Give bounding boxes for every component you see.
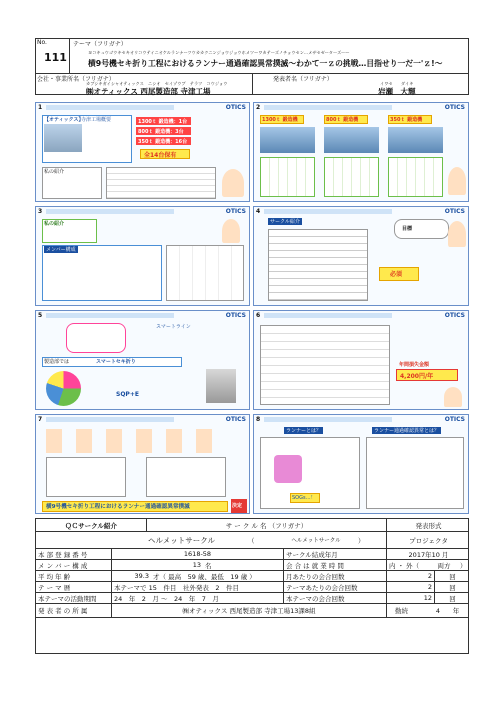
period-label: 本テーマの活動期間: [38, 594, 97, 603]
number-label: No.: [37, 39, 47, 46]
company-kana: カブシキガイシャオティックス ニシオ セイゾウブ テラツ コウジョウ: [86, 81, 228, 86]
presenter-kana: イワセ ダイキ: [380, 81, 414, 86]
slide-number: 3: [38, 208, 43, 215]
slide-4: [253, 206, 469, 306]
slide-header-bar: [264, 313, 392, 318]
slide7-theme: 横9号機セキ折り工程におけるランナー通過確認異常撲滅: [46, 504, 190, 510]
factory-photo: [44, 124, 82, 152]
press-photo-3: [388, 127, 443, 153]
monthly-value: 2: [386, 571, 434, 581]
slide-number: 1: [38, 104, 43, 111]
age-label: 平 均 年 齢: [38, 572, 71, 581]
circle-name: ヘルメットサークル: [148, 535, 216, 545]
slide2-350: 350ｔ 鍛造機: [390, 117, 423, 123]
otics-logo: OTICS: [444, 416, 465, 423]
formed-value: 2017年10 月: [386, 549, 470, 559]
table-row: [36, 531, 468, 548]
tenure-label: 勤続: [386, 604, 416, 617]
otics-logo: OTICS: [225, 416, 246, 423]
process-flow-2: [324, 157, 379, 197]
slide3-intro: 私の紹介: [44, 221, 65, 227]
slide-header-bar: [264, 105, 392, 110]
slide-2: [253, 102, 469, 202]
slide2-1300: 1300ｔ 鍛造機: [262, 117, 298, 123]
slide-number: 4: [256, 208, 261, 215]
period-value: 24 年 2 月 〜 24 年 7 月: [111, 593, 283, 603]
blank-area: [36, 617, 468, 655]
theme-count-label: テ ー マ 暦: [38, 583, 71, 592]
circle-kana-open: （: [248, 536, 255, 545]
tenure-unit: 年: [452, 607, 460, 615]
tenure-value: 4: [435, 606, 440, 615]
table-row: [36, 548, 468, 559]
presenter-name: 岩瀬 大輝: [378, 87, 416, 96]
slide-header-bar: [46, 313, 174, 318]
otics-logo: OTICS: [444, 104, 465, 111]
reg-value: 1618-58: [111, 549, 283, 559]
slide5-division: 製造部では: [44, 359, 70, 365]
slide-1: [35, 102, 250, 202]
presenter-label: 発表者名（フリガナ）: [273, 76, 333, 83]
bar-chart-left: [46, 457, 126, 497]
otics-logo: OTICS: [444, 208, 465, 215]
org-chart: [166, 245, 244, 301]
member-panel: [42, 245, 162, 301]
dept-label: 発 表 者 の 所 属: [38, 607, 88, 615]
otics-logo: OTICS: [225, 312, 246, 319]
slide5-sqpe: SQP+E: [116, 391, 139, 398]
circle-kana: ヘルメットサークル: [291, 538, 341, 544]
members-label: メ ン バ ー 構 成: [38, 561, 88, 570]
character-icon: [444, 387, 462, 407]
slide2-800: 800ｔ 鍛造機: [326, 117, 359, 123]
meeting-time-mark: 両方: [437, 561, 451, 570]
slide-6: [253, 310, 469, 410]
slide1-overview-label: 【オティックス】: [44, 117, 84, 123]
theme-title: 横9号機セキ折り工程におけるランナー通過確認異常撲滅～わかて一ｚの挑戦…目指せり一だ一'ｚ!～: [88, 59, 443, 68]
meeting-time-label: 会 合 は 就 業 時 間: [283, 560, 386, 570]
formed-label: サークル結成年月: [283, 549, 386, 559]
slide4-goal: 目標: [402, 226, 413, 232]
monthly-label: 月あたりの会合回数: [283, 571, 386, 581]
members-unit: 名: [205, 561, 212, 570]
format-value: プロジェクタ: [386, 532, 470, 548]
empty-cell: [36, 532, 146, 548]
slide4-circle: サークル紹介: [270, 219, 300, 225]
table-row: [36, 519, 468, 531]
slide-number: 8: [256, 416, 261, 423]
slide-number: 2: [256, 104, 261, 111]
circle-name-label: サ ー ク ル 名 （フリガナ）: [146, 519, 386, 531]
slide3-members: メンバー構成: [46, 247, 76, 253]
character-icon: [448, 167, 466, 195]
slide4-must: 必須: [390, 271, 403, 278]
table-row: [36, 559, 468, 570]
loss-table: [260, 325, 390, 405]
slide6-loss-label: 年間損失金額: [399, 362, 430, 368]
slide-header-bar: [264, 417, 392, 422]
number-value: 111: [44, 51, 67, 64]
part-pink: [274, 455, 302, 483]
theme-meetings-label: 本テーマの会合回数: [283, 593, 386, 603]
circle-kana-close: ）: [358, 536, 365, 545]
reg-label: 本 部 登 録 番 号: [38, 550, 88, 559]
slide-number: 6: [256, 312, 261, 319]
skill-matrix: [268, 229, 368, 301]
slide6-loss-value: 4,200円/年: [400, 373, 434, 380]
table-row: [36, 592, 468, 603]
pie-chart: [46, 371, 81, 406]
slide8-abnormal: ランナー通過確認異常とは？: [374, 428, 440, 434]
process-flow-3: [388, 157, 443, 197]
slide-7: [35, 414, 250, 514]
table-row: [36, 581, 468, 592]
theme-kana: ヨコキュウゴウキセキオリコウテイニオケルランナーツウカカクニンジョウジョウホメツ〜ワカテーズノチョウセン…メザセゼーターズー〜: [88, 50, 350, 55]
slide-number: 5: [38, 312, 43, 319]
age-value: 39.3: [111, 571, 151, 581]
slide1-press-1300: 1300ｔ 鍛造機：1台: [138, 119, 188, 125]
slide1-total: 全14台保有: [144, 152, 177, 159]
theme-count-value: 本テーマで 15 件目 社外発表 2 件目: [111, 582, 283, 592]
theme-meetings-unit: 回: [434, 593, 470, 603]
slide7-decision: 決定: [232, 503, 243, 509]
format-label: 発表形式: [386, 519, 470, 531]
character-icon: [448, 221, 466, 247]
slide-5: [35, 310, 250, 410]
profile-table: [106, 167, 216, 199]
character-icon: [222, 219, 240, 243]
slide1-press-350: 350ｔ 鍛造機：16台: [138, 139, 188, 145]
slide-header-bar: [46, 105, 174, 110]
speech-bubble: [66, 323, 126, 353]
character-row: [46, 429, 226, 453]
slide5-smartline: スマートライン: [156, 324, 191, 330]
otics-logo: OTICS: [444, 312, 465, 319]
table-row: [36, 603, 468, 617]
slide1-intro: 私の紹介: [44, 169, 65, 175]
otics-logo: OTICS: [225, 104, 246, 111]
abnormal-diagram: [366, 437, 464, 509]
bar-chart-right: [146, 457, 226, 497]
meeting-time-value: 内 ・ 外（: [386, 560, 430, 570]
slide-header-bar: [46, 209, 174, 214]
slide-header-bar: [46, 417, 174, 422]
theme-label: テーマ（フリガナ）: [73, 41, 127, 48]
members-value: 13: [111, 560, 203, 570]
character-icon: [222, 169, 244, 197]
otics-logo: OTICS: [225, 208, 246, 215]
meeting-time-close: ）: [460, 561, 467, 570]
company-name: ㈱オティックス 西尾製造部 寺津工場: [86, 87, 211, 96]
per-theme-unit: 回: [434, 582, 470, 592]
section-label: ＱＣサークル紹介: [65, 521, 117, 530]
age-detail: 才（ 最高 59 歳、最低 19 歳 ）: [153, 572, 256, 581]
slide-header-bar: [264, 209, 392, 214]
slide8-runner: ランナーとは？: [286, 428, 322, 434]
manager-photo: [206, 369, 236, 403]
slide8-callout: SOGs…！: [292, 495, 316, 501]
slide-8: [253, 414, 469, 514]
slide1-press-800: 800ｔ 鍛造機：3台: [138, 129, 184, 135]
dept-value: ㈱オティックス 西尾製造部 寺津工場13課8組: [111, 604, 386, 617]
slide-number: 7: [38, 416, 43, 423]
table-row: [36, 570, 468, 581]
press-photo-1: [260, 127, 315, 153]
company-label: 会社・事業所名（フリガナ）: [37, 76, 115, 83]
company-divider: [252, 73, 253, 95]
monthly-unit: 回: [434, 571, 470, 581]
press-photo-2: [324, 127, 379, 153]
per-theme-label: テーマあたりの会合回数: [283, 582, 386, 592]
slide1-overview-title: 寺津工場概要: [81, 117, 112, 123]
slide5-smart: スマートセキ折り: [96, 359, 136, 365]
qc-circle-table: [35, 518, 469, 654]
slide-3: [35, 206, 250, 306]
per-theme-value: 2: [386, 582, 434, 592]
process-flow-1: [260, 157, 315, 197]
theme-meetings-value: 12: [386, 593, 434, 603]
